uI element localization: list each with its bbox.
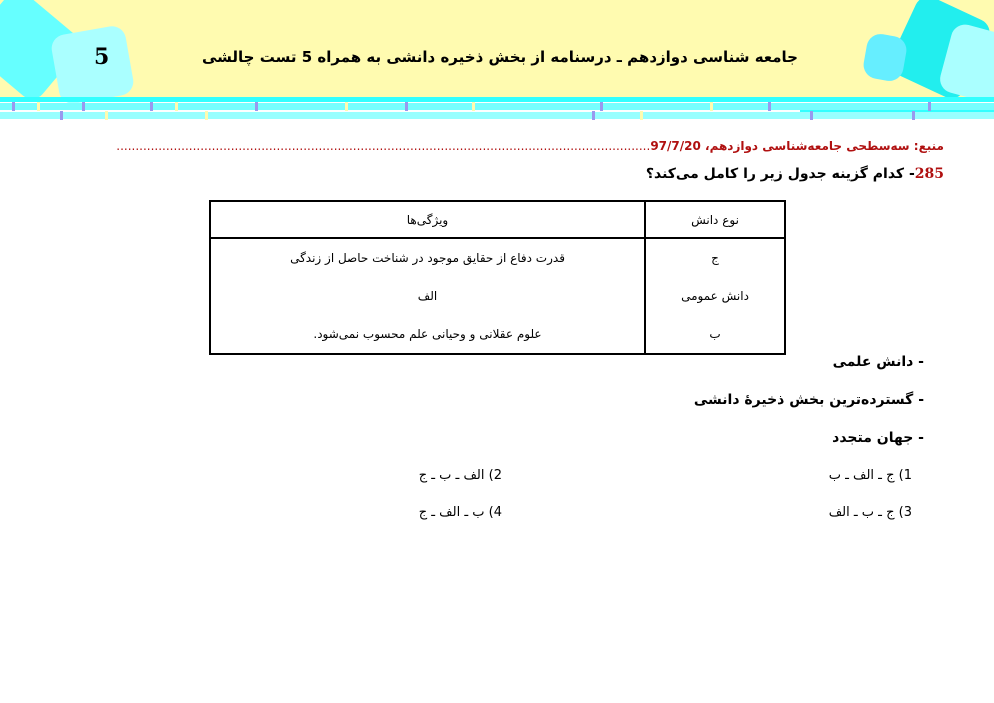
- source-label: منبع: سه‌سطحی جامعه‌شناسی دوازدهم، 97/7/20: [650, 139, 944, 153]
- list-item: - دانش علمی: [832, 354, 924, 370]
- table-row: [210, 238, 785, 277]
- source-line: [48, 139, 944, 153]
- table-cell: علوم عقلانی و وحیانی علم محسوب نمی‌شود.: [210, 315, 645, 354]
- answer-option-1[interactable]: 1) ج ـ الف ـ ب: [828, 468, 912, 483]
- table-cell: ب: [645, 315, 785, 354]
- table-cell: دانش عمومی: [645, 277, 785, 315]
- knowledge-table: [209, 200, 786, 355]
- header-stripes: [0, 97, 994, 121]
- question-stem: [646, 166, 944, 182]
- answer-option-4[interactable]: 4) ب ـ الف ـ ج: [418, 505, 502, 520]
- answer-option-2[interactable]: 2) الف ـ ب ـ ج: [418, 468, 502, 483]
- table-row: [210, 315, 785, 354]
- page-number: 5: [94, 44, 110, 70]
- answer-option-3[interactable]: 3) ج ـ ب ـ الف: [828, 505, 912, 520]
- dotted-leader: ............................................................................................................................................: [116, 139, 651, 153]
- table-cell: الف: [210, 277, 645, 315]
- table-header: ویژگی‌ها: [210, 201, 645, 238]
- decor-shape: [49, 24, 135, 106]
- table-cell: ج: [645, 238, 785, 277]
- table-header-row: [210, 201, 785, 238]
- page-title: جامعه شناسی دوازدهم ـ درسنامه از بخش ذخیره دانشی به همراه 5 تست چالشی: [201, 48, 798, 66]
- table-row: [210, 277, 785, 315]
- list-item: - گسترده‌ترین بخش ذخیرهٔ دانشی: [693, 392, 924, 408]
- list-item: - جهان متجدد: [832, 430, 924, 446]
- question-text: - کدام گزینه جدول زیر را کامل می‌کند؟: [645, 166, 915, 182]
- table-header: نوع دانش: [645, 201, 785, 238]
- question-number: 285: [914, 166, 944, 182]
- table-cell: قدرت دفاع از حقایق موجود در شناخت حاصل از زندگی: [210, 238, 645, 277]
